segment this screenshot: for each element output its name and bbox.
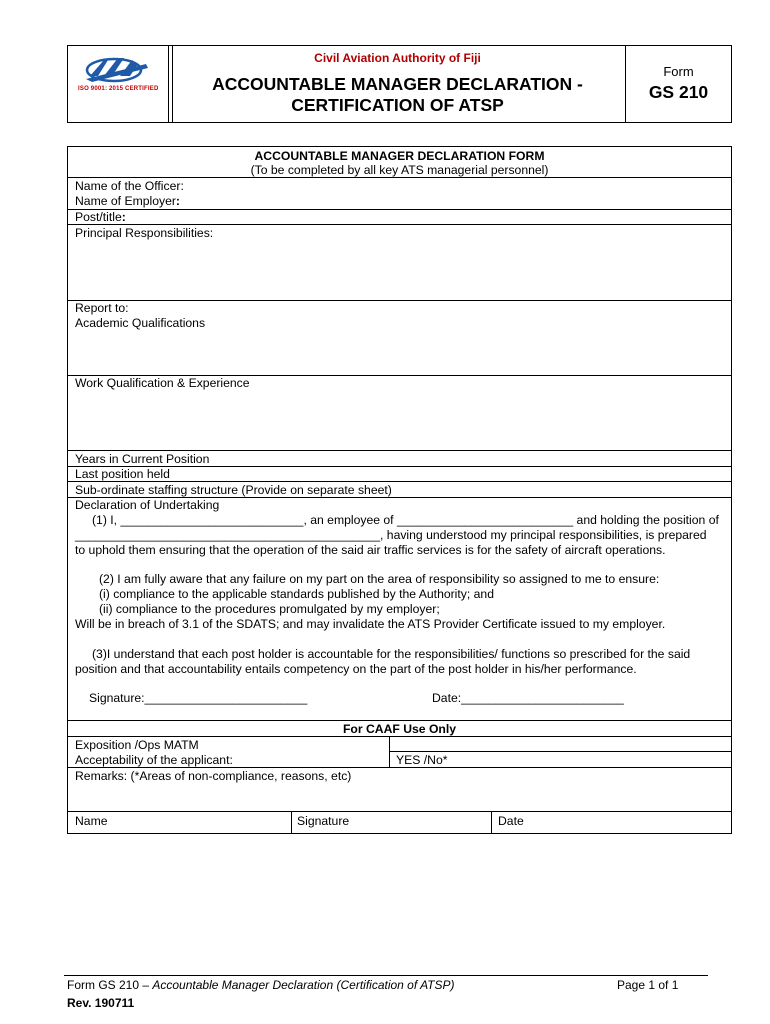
caaf-name-field[interactable]: Name <box>75 814 108 828</box>
years-in-position-field[interactable]: Years in Current Position <box>75 452 210 466</box>
form-heading: ACCOUNTABLE MANAGER DECLARATION FORM <box>254 149 545 163</box>
declaration-paragraph-2-line-2: (i) compliance to the applicable standards published by the Authority; and <box>99 587 494 601</box>
footer-rule <box>64 975 708 976</box>
row-divider <box>68 450 731 451</box>
form-number-cell <box>625 46 731 122</box>
remarks-field[interactable]: Remarks: (*Areas of non-compliance, reasons, etc) <box>75 769 352 783</box>
logo-cell <box>68 46 169 122</box>
declaration-paragraph-2-line-1: (2) I am fully aware that any failure on my part on the area of responsibility so assigned to me to ensure: <box>99 572 660 586</box>
officer-name-field[interactable]: Name of the Officer: <box>75 179 184 193</box>
principal-responsibilities-field[interactable]: Principal Responsibilities: <box>75 226 214 240</box>
footer-form-reference <box>67 978 455 992</box>
column-divider <box>291 811 292 834</box>
row-divider <box>68 811 731 812</box>
declarant-date-field[interactable]: Date:________________________ <box>432 691 624 705</box>
form-title-line-2: CERTIFICATION OF ATSP <box>291 95 504 115</box>
form-header <box>67 45 732 123</box>
post-title-colon: : <box>121 210 126 224</box>
row-divider <box>389 751 731 752</box>
caaf-use-only-heading: For CAAF Use Only <box>342 722 457 736</box>
employer-name-label: Name of Employer <box>75 194 176 208</box>
declaration-paragraph-1-line-2: _____________________________________________, having understood my principal responsibilities, is prepared <box>75 528 707 542</box>
academic-qualifications-field[interactable]: Academic Qualifications <box>75 316 206 330</box>
row-divider <box>68 481 731 482</box>
row-divider <box>68 736 731 737</box>
post-title-field[interactable] <box>75 210 126 224</box>
acceptability-field[interactable]: Acceptability of the applicant: <box>75 753 233 767</box>
declaration-paragraph-2-line-4: Will be in breach of 3.1 of the SDATS; and may invalidate the ATS Provider Certificate issued to my employer. <box>75 617 666 631</box>
footer-page-number: Page 1 of 1 <box>617 978 679 992</box>
exposition-field[interactable]: Exposition /Ops MATM <box>75 738 199 752</box>
form-label: Form <box>663 64 694 79</box>
declaration-heading: Declaration of Undertaking <box>75 498 220 512</box>
row-divider <box>68 767 731 768</box>
declaration-paragraph-3-line-1: (3)I understand that each post holder is accountable for the responsibilities/ functions so prescribed for the said <box>92 647 691 661</box>
employer-name-colon: : <box>175 194 180 208</box>
organization-name: Civil Aviation Authority of Fiji <box>314 51 481 65</box>
declaration-paragraph-3-line-2: position and that accountability entails competency on the part of the post holder in his/her performance. <box>75 662 637 676</box>
last-position-field[interactable]: Last position held <box>75 467 170 481</box>
row-divider <box>68 300 731 301</box>
caaf-date-field[interactable]: Date <box>498 814 524 828</box>
caaf-signature-field[interactable]: Signature <box>297 814 350 828</box>
declaration-paragraph-2-line-3: (ii) compliance to the procedures promulgated by my employer; <box>99 602 440 616</box>
form-number: GS 210 <box>648 82 709 102</box>
employer-name-field[interactable] <box>75 194 180 208</box>
footer-revision: Rev. 190711 <box>67 996 135 1010</box>
footer-form-title: Accountable Manager Declaration (Certification of ATSP) <box>152 978 455 992</box>
column-divider <box>389 736 390 767</box>
iso-certified-label: ISO 9001: 2015 CERTIFIED <box>78 86 159 92</box>
form-title-line-1: ACCOUNTABLE MANAGER DECLARATION - <box>212 74 583 94</box>
row-divider <box>68 720 731 721</box>
declaration-form <box>67 146 732 834</box>
work-experience-field[interactable]: Work Qualification & Experience <box>75 376 250 390</box>
caaf-logo-icon <box>68 46 169 122</box>
form-subheading: (To be completed by all key ATS managerial personnel) <box>250 163 549 177</box>
post-title-label: Post/title <box>75 210 122 224</box>
title-cell <box>172 46 622 122</box>
declaration-paragraph-1-line-1: (1) I, ___________________________, an employee of __________________________ and holding the position of <box>92 513 719 527</box>
row-divider <box>68 177 731 178</box>
subordinate-structure-field[interactable]: Sub-ordinate staffing structure (Provide on separate sheet) <box>75 483 392 497</box>
yes-no-option[interactable]: YES /No* <box>396 753 448 767</box>
report-to-field[interactable]: Report to: <box>75 301 129 315</box>
row-divider <box>68 224 731 225</box>
declaration-paragraph-1-line-3: to uphold them ensuring that the operation of the said air traffic services is for the safety of aircraft operations. <box>75 543 666 557</box>
declarant-signature-field[interactable]: Signature:________________________ <box>89 691 308 705</box>
footer-form-prefix: Form GS 210 – <box>67 978 153 992</box>
form-title <box>173 74 622 116</box>
row-divider <box>68 209 731 210</box>
column-divider <box>491 811 492 834</box>
